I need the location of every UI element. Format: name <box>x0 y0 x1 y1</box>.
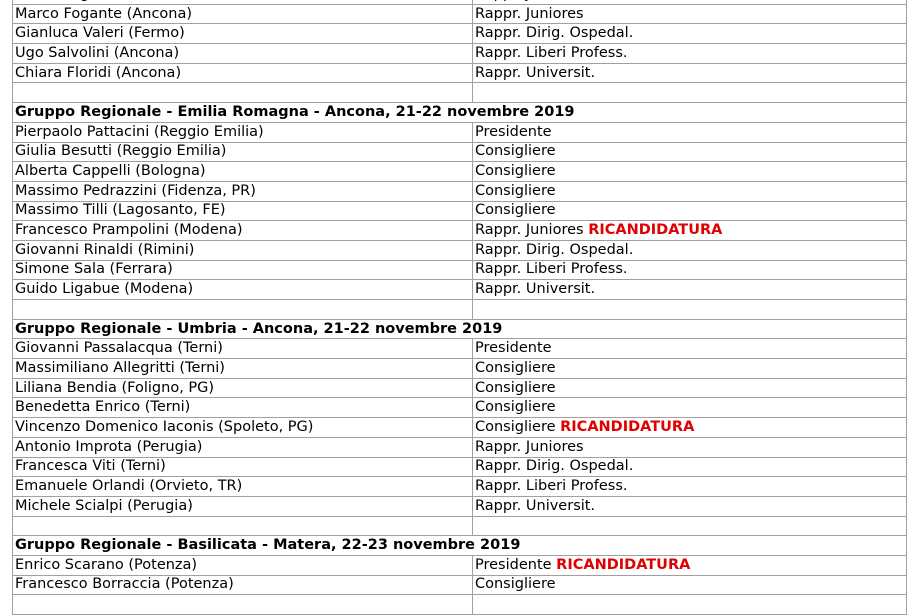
member-name: Pierpaolo Pattacini (Reggio Emilia) <box>13 122 473 142</box>
member-name: Antonio Improta (Perugia) <box>13 437 473 457</box>
member-role: Rappr. Liberi Profess. <box>475 478 628 495</box>
member-name: Massimiliano Allegritti (Terni) <box>13 359 473 379</box>
group-header-row <box>13 536 907 556</box>
member-role: Presidente <box>475 556 557 573</box>
member-role-cell <box>473 221 907 241</box>
member-name: Giulia Besutti (Reggio Emilia) <box>13 142 473 162</box>
member-role-cell <box>473 260 907 280</box>
empty-cell <box>13 516 473 536</box>
blank-row <box>13 300 907 320</box>
member-name: Chiara Floridi (Ancona) <box>13 63 473 83</box>
member-role-cell <box>473 477 907 497</box>
member-row <box>13 437 907 457</box>
member-role: Rappr. Universit. <box>475 281 596 298</box>
member-row <box>13 378 907 398</box>
member-name: Giovanni Passalacqua (Terni) <box>13 339 473 359</box>
member-row <box>13 201 907 221</box>
member-name: Marco Fogante (Ancona) <box>13 4 473 24</box>
empty-cell <box>473 516 907 536</box>
ricandidatura-flag: RICANDIDATURA <box>560 418 695 435</box>
member-row <box>13 24 907 44</box>
group-header: Gruppo Regionale - Umbria - Ancona, 21-22 novembre 2019 <box>13 319 907 339</box>
empty-cell <box>473 595 907 615</box>
member-name: Gianluca Valeri (Fermo) <box>13 24 473 44</box>
ricandidatura-flag: RICANDIDATURA <box>556 556 691 573</box>
member-role-cell <box>473 142 907 162</box>
member-name: Francesco Borraccia (Potenza) <box>13 575 473 595</box>
member-role: Rappr. Universit. <box>475 497 596 514</box>
member-role-cell <box>473 240 907 260</box>
member-row <box>13 162 907 182</box>
member-role-cell <box>473 44 907 64</box>
member-name: Massimo Tilli (Lagosanto, FE) <box>13 201 473 221</box>
member-role-cell <box>473 122 907 142</box>
member-role-cell <box>473 24 907 44</box>
member-row <box>13 339 907 359</box>
group-header: Gruppo Regionale - Emilia Romagna - Ancona, 21-22 novembre 2019 <box>13 103 907 123</box>
member-row <box>13 240 907 260</box>
empty-cell <box>473 83 907 103</box>
member-role-cell <box>473 575 907 595</box>
member-row <box>13 398 907 418</box>
member-role: Rappr. Liberi Profess. <box>475 261 628 278</box>
member-name: Giovanni Rinaldi (Rimini) <box>13 240 473 260</box>
member-role-cell <box>473 162 907 182</box>
member-row <box>13 4 907 24</box>
group-header: Gruppo Regionale - Basilicata - Matera, 22-23 novembre 2019 <box>13 536 907 556</box>
member-role-cell <box>473 63 907 83</box>
member-row <box>13 44 907 64</box>
member-row <box>13 260 907 280</box>
member-name: Liliana Bendia (Foligno, PG) <box>13 378 473 398</box>
member-role: Rappr. Juniores <box>475 222 589 239</box>
member-role: Presidente <box>475 123 552 140</box>
member-role-cell <box>473 280 907 300</box>
blank-row <box>13 595 907 615</box>
member-role: Rappr. Universit. <box>475 64 596 81</box>
member-role-cell <box>473 437 907 457</box>
ricandidatura-flag: RICANDIDATURA <box>588 222 723 239</box>
member-role-cell <box>473 181 907 201</box>
member-row <box>13 457 907 477</box>
member-name: Guido Ligabue (Modena) <box>13 280 473 300</box>
member-name: Francesca Viti (Terni) <box>13 457 473 477</box>
member-role: Rappr. Juniores <box>475 438 584 455</box>
members-table <box>12 0 907 615</box>
member-role: Rappr. Juniores <box>475 5 584 22</box>
member-row <box>13 477 907 497</box>
member-row <box>13 142 907 162</box>
member-role-cell <box>473 496 907 516</box>
member-name: Massimo Pedrazzini (Fidenza, PR) <box>13 181 473 201</box>
member-role: Consigliere <box>475 182 556 199</box>
member-name: Vincenzo Domenico Iaconis (Spoleto, PG) <box>13 418 473 438</box>
members-table-body <box>13 0 907 615</box>
empty-cell <box>13 83 473 103</box>
member-role: Rappr. Liberi Profess. <box>475 44 628 61</box>
member-role: Rappr. Dirig. Ospedal. <box>475 458 634 475</box>
member-name: Francesco Prampolini (Modena) <box>13 221 473 241</box>
member-role-cell <box>473 398 907 418</box>
member-row <box>13 359 907 379</box>
member-row <box>13 63 907 83</box>
member-role: Presidente <box>475 340 552 357</box>
member-row <box>13 575 907 595</box>
member-role: Consigliere <box>475 576 556 593</box>
member-row <box>13 221 907 241</box>
empty-cell <box>13 595 473 615</box>
member-role: Rappr. Dirig. Ospedal. <box>475 25 634 42</box>
member-role-cell <box>473 378 907 398</box>
member-role: Consigliere <box>475 359 556 376</box>
member-role-cell <box>473 359 907 379</box>
member-role: Consigliere <box>475 202 556 219</box>
member-name: Enrico Scarano (Potenza) <box>13 555 473 575</box>
blank-row <box>13 516 907 536</box>
member-role: Consigliere <box>475 418 561 435</box>
member-role <box>475 0 584 2</box>
member-row <box>13 122 907 142</box>
member-role: Consigliere <box>475 379 556 396</box>
member-role: Rappr. Dirig. Ospedal. <box>475 241 634 258</box>
member-row <box>13 181 907 201</box>
member-name: Simone Sala (Ferrara) <box>13 260 473 280</box>
member-role-cell <box>473 555 907 575</box>
group-header-row <box>13 103 907 123</box>
member-role: Consigliere <box>475 143 556 160</box>
member-name: Emanuele Orlandi (Orvieto, TR) <box>13 477 473 497</box>
member-name: Ugo Salvolini (Ancona) <box>13 44 473 64</box>
member-row <box>13 280 907 300</box>
member-name: Michele Scialpi (Perugia) <box>13 496 473 516</box>
member-role: Consigliere <box>475 163 556 180</box>
member-row <box>13 496 907 516</box>
member-role: Consigliere <box>475 399 556 416</box>
member-role-cell <box>473 418 907 438</box>
empty-cell <box>473 300 907 320</box>
member-row <box>13 555 907 575</box>
member-role-cell <box>473 339 907 359</box>
member-name: Benedetta Enrico (Terni) <box>13 398 473 418</box>
member-row <box>13 418 907 438</box>
member-role-cell <box>473 457 907 477</box>
member-role-cell <box>473 201 907 221</box>
member-role-cell <box>473 4 907 24</box>
blank-row <box>13 83 907 103</box>
empty-cell <box>13 300 473 320</box>
member-name: Alberta Cappelli (Bologna) <box>13 162 473 182</box>
group-header-row <box>13 319 907 339</box>
